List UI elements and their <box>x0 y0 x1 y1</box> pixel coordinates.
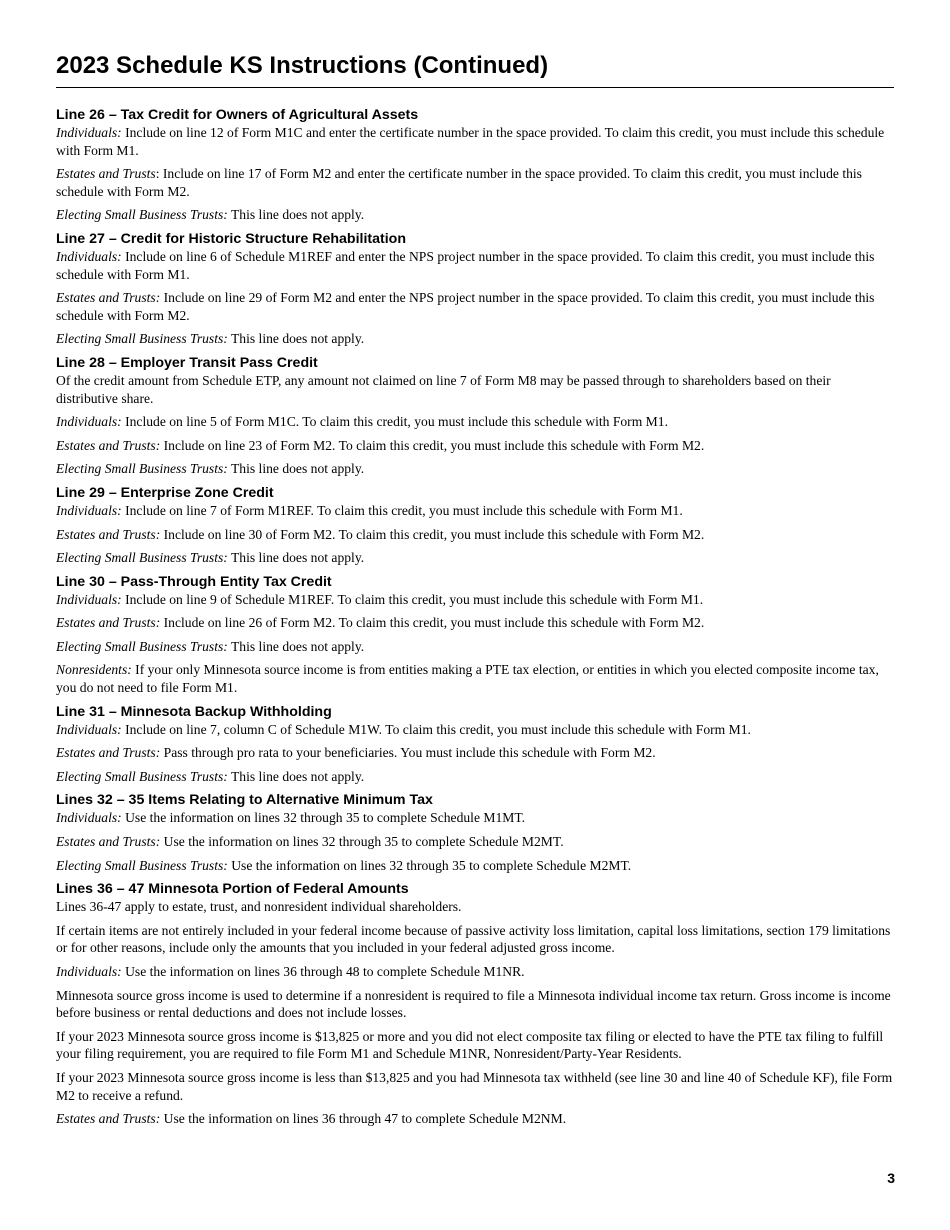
paragraph-label: Electing Small Business Trusts: <box>56 331 228 347</box>
page-number: 3 <box>887 1170 895 1186</box>
paragraph-text: If your 2023 Minnesota source gross income is less than $13,825 and you had Minnesota tax withheld (see line 30 and line 40 of Schedule KF), file Form M2 to receive a refund. <box>56 1069 893 1103</box>
section <box>56 703 894 786</box>
page-title: 2023 Schedule KS Instructions (Continued) <box>56 50 894 88</box>
section <box>56 484 894 567</box>
paragraph <box>56 248 894 283</box>
paragraph <box>56 289 894 324</box>
paragraph-label: Individuals: <box>56 721 122 737</box>
paragraph-label: Estates and Trusts: <box>56 1111 161 1127</box>
paragraph-label: Electing Small Business Trusts: <box>56 638 228 654</box>
paragraph <box>56 614 894 632</box>
paragraph-label: Nonresidents: <box>56 662 132 678</box>
paragraph-label: Electing Small Business Trusts: <box>56 207 228 223</box>
paragraph-text: Include on line 29 of Form M2 and enter the NPS project number in the space provided. To claim this credit, you must include this schedule with Form M2. <box>56 290 875 323</box>
paragraph-text: This line does not apply. <box>227 207 365 223</box>
paragraph <box>56 809 894 827</box>
paragraph-text: This line does not apply. <box>227 638 365 654</box>
paragraph <box>56 661 894 696</box>
paragraph-text: Use the information on lines 36 through 47 to complete Schedule M2NM. <box>160 1111 567 1127</box>
section-heading: Line 28 – Employer Transit Pass Credit <box>56 354 318 371</box>
paragraph-label: Individuals: <box>56 125 122 140</box>
section <box>56 880 894 1128</box>
paragraph-label: Individuals: <box>56 964 122 979</box>
paragraph-text: Include on line 26 of Form M2. To claim this credit, you must include this schedule with Form M2. <box>160 615 705 631</box>
section <box>56 106 894 224</box>
document-page <box>56 50 894 1134</box>
paragraph <box>56 721 894 739</box>
paragraph-label: Electing Small Business Trusts: <box>56 550 228 566</box>
paragraph-label: Individuals: <box>56 591 122 607</box>
paragraph <box>56 372 894 407</box>
paragraph-text: Use the information on lines 36 through 48 to complete Schedule M1NR. <box>121 964 525 979</box>
paragraph-text: Use the information on lines 32 through 35 to complete Schedule M2MT. <box>160 834 564 850</box>
section <box>56 573 894 697</box>
section-heading: Line 29 – Enterprise Zone Credit <box>56 484 274 501</box>
section-heading: Line 31 – Minnesota Backup Withholding <box>56 703 332 720</box>
paragraph-text: Of the credit amount from Schedule ETP, any amount not claimed on line 7 of Form M8 may be passed through to shareholders based on their distributive share. <box>56 372 831 406</box>
paragraph <box>56 460 894 478</box>
paragraph <box>56 206 894 224</box>
paragraph <box>56 963 894 981</box>
paragraph <box>56 526 894 544</box>
paragraph-text: This line does not apply. <box>227 768 365 784</box>
paragraph-label: Electing Small Business Trusts: <box>56 768 228 784</box>
paragraph-label: Estates and Trusts: <box>56 437 161 453</box>
paragraph <box>56 833 894 851</box>
section-heading: Line 30 – Pass-Through Entity Tax Credit <box>56 573 332 590</box>
paragraph-text: If your only Minnesota source income is from entities making a PTE tax election, or entities in which you elected composite income tax, you do not need to file Form M1. <box>56 662 879 696</box>
paragraph-text: : Include on line 17 of Form M2 and enter the certificate number in the space provided. To claim this credit, you must include this schedule with Form M2. <box>56 166 862 199</box>
paragraph <box>56 1028 894 1063</box>
paragraph <box>56 124 894 159</box>
paragraph <box>56 1110 894 1128</box>
section-heading: Line 27 – Credit for Historic Structure Rehabilitation <box>56 230 407 247</box>
paragraph <box>56 857 894 875</box>
section-heading: Line 26 – Tax Credit for Owners of Agricultural Assets <box>56 107 419 123</box>
paragraph <box>56 768 894 786</box>
section <box>56 230 894 348</box>
paragraph-label: Individuals: <box>56 414 122 430</box>
paragraph-text: This line does not apply. <box>227 331 365 347</box>
paragraph <box>56 1069 894 1104</box>
paragraph-label: Individuals: <box>56 248 122 264</box>
paragraph-text: Include on line 7 of Form M1REF. To claim this credit, you must include this schedule with Form M1. <box>121 502 683 518</box>
paragraph <box>56 638 894 656</box>
paragraph-label: Estates and Trusts <box>56 166 156 182</box>
section <box>56 791 894 874</box>
paragraph <box>56 330 894 348</box>
paragraph-text: Include on line 23 of Form M2. To claim this credit, you must include this schedule with Form M2. <box>160 437 705 453</box>
paragraph <box>56 591 894 609</box>
section-heading: Lines 36 – 47 Minnesota Portion of Federal Amounts <box>56 881 409 898</box>
paragraph <box>56 922 894 957</box>
paragraph-label: Electing Small Business Trusts: <box>56 461 228 477</box>
paragraph-label: Individuals: <box>56 810 122 826</box>
paragraph-text: Include on line 9 of Schedule M1REF. To claim this credit, you must include this schedule with Form M1. <box>121 591 704 607</box>
paragraph-text: Use the information on lines 32 through 35 to complete Schedule M2MT. <box>227 857 632 873</box>
paragraph-label: Estates and Trusts: <box>56 290 161 306</box>
paragraph-label: Estates and Trusts: <box>56 615 161 631</box>
paragraph-text: Include on line 6 of Schedule M1REF and enter the NPS project number in the space provided. To claim this credit, you must include this schedule with Form M1. <box>56 248 875 282</box>
paragraph-text: Include on line 7, column C of Schedule M1W. To claim this credit, you must include this schedule with Form M1. <box>121 721 751 737</box>
paragraph-text: Lines 36-47 apply to estate, trust, and nonresident individual shareholders. <box>56 899 462 915</box>
paragraph <box>56 413 894 431</box>
paragraph-text: This line does not apply. <box>227 550 365 566</box>
paragraph-text: Minnesota source gross income is used to determine if a nonresident is required to file a Minnesota individual income tax return. Gross income is income before business or rental deductions and does not include losses. <box>56 987 891 1021</box>
paragraph-label: Estates and Trusts: <box>56 526 161 542</box>
paragraph-label: Individuals: <box>56 502 122 518</box>
paragraph <box>56 898 894 916</box>
paragraph <box>56 987 894 1022</box>
paragraph-text: Use the information on lines 32 through 35 to complete Schedule M1MT. <box>121 810 526 826</box>
paragraph-text: If your 2023 Minnesota source gross income is $13,825 or more and you did not elect composite tax filing or elected to have the PTE tax filing to fulfill your filing requirement, you are required to file Form M1 and Schedule M1NR, Nonresident/Party-Year Residents. <box>56 1028 884 1062</box>
paragraph <box>56 744 894 762</box>
paragraph-text: Pass through pro rata to your beneficiaries. You must include this schedule with Form M2. <box>160 745 656 761</box>
paragraph <box>56 549 894 567</box>
paragraph-text: This line does not apply. <box>227 461 365 477</box>
sections-container <box>56 106 894 1128</box>
paragraph-label: Estates and Trusts: <box>56 745 161 761</box>
section-heading: Lines 32 – 35 Items Relating to Alternative Minimum Tax <box>56 792 433 809</box>
paragraph <box>56 502 894 520</box>
paragraph-text: Include on line 30 of Form M2. To claim this credit, you must include this schedule with Form M2. <box>160 526 705 542</box>
section <box>56 354 894 478</box>
paragraph <box>56 165 894 200</box>
paragraph <box>56 437 894 455</box>
paragraph-text: Include on line 5 of Form M1C. To claim this credit, you must include this schedule with Form M1. <box>121 414 668 430</box>
paragraph-text: Include on line 12 of Form M1C and enter the certificate number in the space provided. To claim this credit, you must include this schedule with Form M1. <box>56 125 885 158</box>
paragraph-label: Estates and Trusts: <box>56 834 161 850</box>
paragraph-text: If certain items are not entirely included in your federal income because of passive activity loss limitation, capital loss limitations, section 179 limitations or for other reasons, include only the amounts that you included in your federal adjusted gross income. <box>56 922 891 956</box>
paragraph-label: Electing Small Business Trusts: <box>56 857 228 873</box>
